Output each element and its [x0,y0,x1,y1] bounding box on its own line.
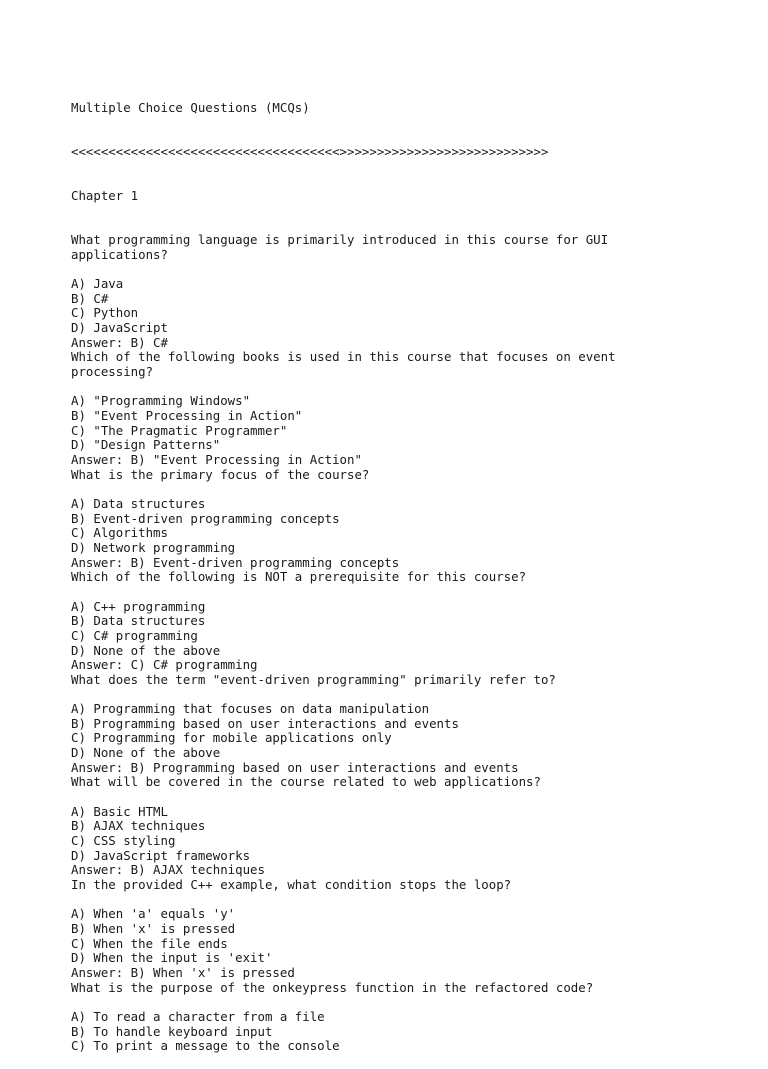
answer-line: Answer: B) Event-driven programming concepts [71,554,400,570]
option-line: B) To handle keyboard input [71,1023,273,1039]
blank-line [71,995,711,1010]
option-line: A) When 'a' equals 'y' [71,906,236,922]
option-line: B) Event-driven programming concepts [71,510,340,526]
answer-line: Answer: B) Programming based on user interactions and events [71,759,519,775]
answer-line: Answer: C) C# programming [71,657,258,673]
blank-line [71,790,711,805]
option-line: C) Algorithms [71,525,168,541]
answer-line: Answer: B) AJAX techniques [71,862,265,878]
option-line: A) Java [71,276,124,292]
blank-line [71,585,711,600]
document-title: Multiple Choice Questions (MCQs) [71,100,310,116]
option-line: C) To print a message to the console [71,1038,340,1054]
option-line: A) "Programming Windows" [71,393,251,409]
option-line: D) None of the above [71,642,221,658]
answer-line: Answer: B) "Event Processing in Action" [71,452,362,468]
blank-line [71,893,711,908]
question-line: What programming language is primarily introduced in this course for GUI [71,232,609,248]
option-line: A) Basic HTML [71,803,168,819]
option-line: B) C# [71,290,109,306]
option-line: A) To read a character from a file [71,1008,325,1024]
option-line: D) JavaScript [71,320,168,336]
option-line: B) Programming based on user interactions and events [71,715,459,731]
answer-line: Answer: B) C# [71,334,168,350]
question-line: Which of the following is NOT a prerequisite for this course? [71,569,527,585]
question-list [71,233,711,1054]
question-line: What does the term "event-driven programming" primarily refer to? [71,671,556,687]
option-line: C) Programming for mobile applications only [71,730,392,746]
option-line: B) "Event Processing in Action" [71,408,303,424]
blank-line [71,482,711,497]
blank-line [71,688,711,703]
separator-line: <<<<<<<<<<<<<<<<<<<<<<<<<<<<<<<<<<<<>>>>>>>>>>>>>>>>>>>>>>>>>>>> [71,144,549,160]
question-line: applications? [71,246,168,262]
question-line: What is the purpose of the onkeypress function in the refactored code? [71,979,594,995]
question-line: What will be covered in the course related to web applications? [71,774,541,790]
answer-line: Answer: B) When 'x' is pressed [71,964,295,980]
chapter-heading: Chapter 1 [71,188,139,204]
document-page [71,72,711,1069]
option-line: D) Network programming [71,539,236,555]
option-line: C) CSS styling [71,833,176,849]
option-line: D) None of the above [71,745,221,761]
option-line: C) Python [71,305,139,321]
option-line: D) JavaScript frameworks [71,847,251,863]
option-line: A) C++ programming [71,598,206,614]
option-line: B) When 'x' is pressed [71,920,236,936]
option-line: A) Data structures [71,495,206,511]
option-line: C) "The Pragmatic Programmer" [71,422,288,438]
option-line: D) "Design Patterns" [71,437,221,453]
option-line: C) When the file ends [71,935,228,951]
option-line: B) Data structures [71,613,206,629]
question-line: Which of the following books is used in this course that focuses on event [71,349,616,365]
option-line: A) Programming that focuses on data manipulation [71,701,430,717]
question-line: What is the primary focus of the course? [71,466,370,482]
question-line: In the provided C++ example, what condition stops the loop? [71,877,512,892]
question-line: processing? [71,364,154,380]
blank-line [71,380,711,395]
option-line: C) C# programming [71,627,198,643]
option-line: B) AJAX techniques [71,818,206,834]
option-line: D) When the input is 'exit' [71,950,273,966]
blank-line [71,263,711,278]
